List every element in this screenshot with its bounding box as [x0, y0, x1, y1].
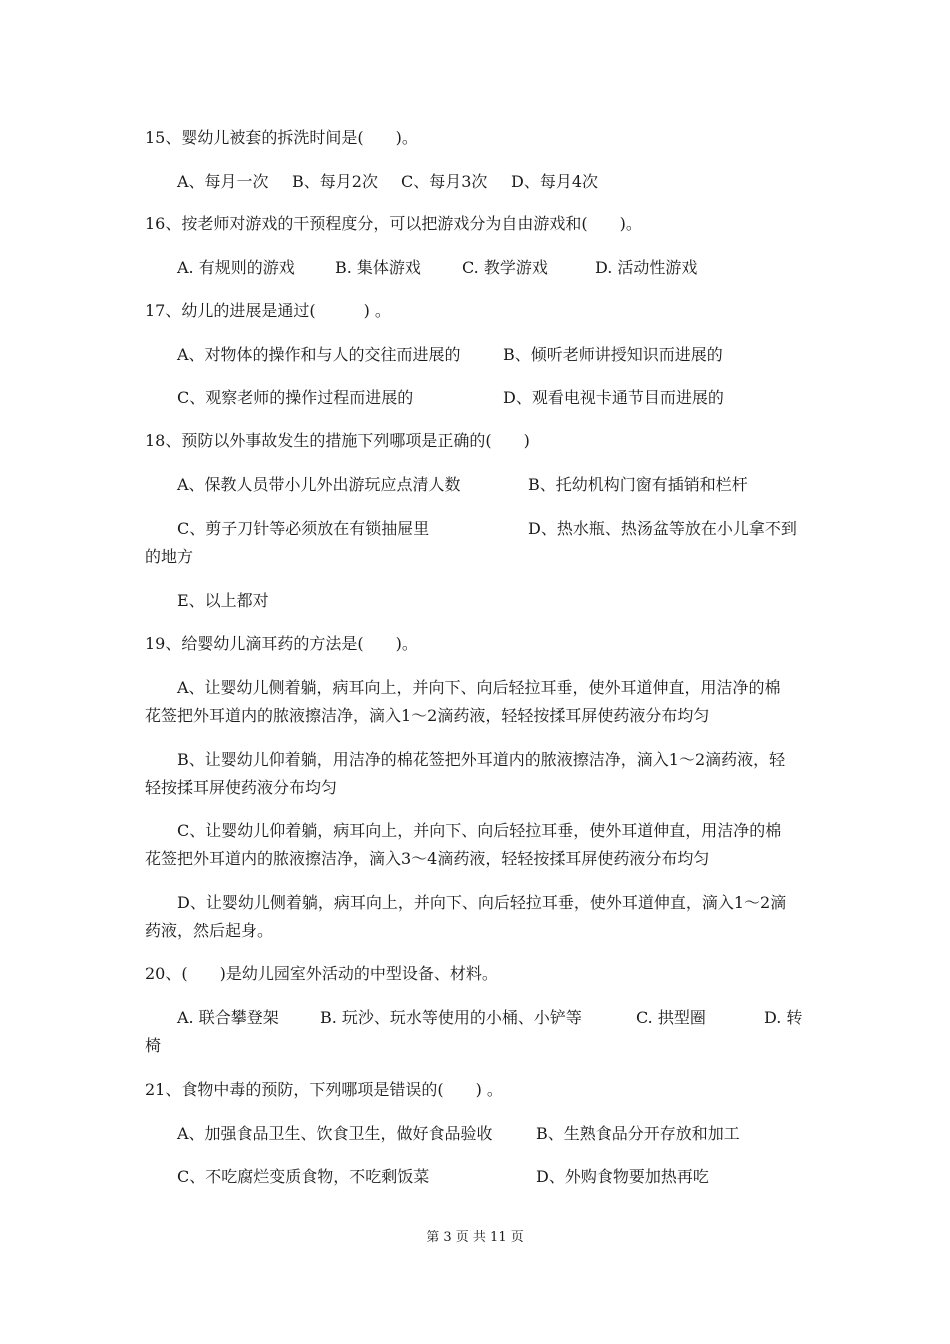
question-19-stem: 19、给婴幼儿滴耳药的方法是( )。 — [145, 634, 418, 653]
question-19-option-a-line2: 花签把外耳道内的脓液擦洁净，滴入1～2滴药液，轻轻按揉耳屏使药液分布均匀 — [145, 706, 710, 725]
question-21-option-b: B、生熟食品分开存放和加工 — [536, 1124, 740, 1143]
page-number-footer: 第 3 页 共 11 页 — [426, 1230, 524, 1245]
question-15-option-c: C、每月3次 — [401, 172, 488, 191]
question-17-option-b: B、倾听老师讲授知识而进展的 — [503, 345, 723, 364]
question-15-stem: 15、婴幼儿被套的拆洗时间是( )。 — [145, 128, 418, 147]
question-19-option-b-line2: 轻按揉耳屏使药液分布均匀 — [145, 778, 338, 797]
question-18-option-d: D、热水瓶、热汤盆等放在小儿拿不到 — [528, 519, 797, 538]
question-21-option-a: A、加强食品卫生、饮食卫生，做好食品验收 — [177, 1124, 493, 1143]
question-15-option-a: A、每月一次 — [177, 172, 269, 191]
question-17-stem: 17、幼儿的进展是通过( ) 。 — [145, 301, 391, 320]
question-17-option-d: D、观看电视卡通节目而进展的 — [503, 388, 724, 407]
question-20-option-b: B. 玩沙、玩水等使用的小桶、小铲等 — [320, 1008, 582, 1027]
question-19-option-c-line2: 花签把外耳道内的脓液擦洁净，滴入3～4滴药液，轻轻按揉耳屏使药液分布均匀 — [145, 849, 710, 868]
question-20-option-c: C. 拱型圈 — [636, 1008, 706, 1027]
question-19-option-b-line1: B、让婴幼儿仰着躺，用洁净的棉花签把外耳道内的脓液擦洁净，滴入1～2滴药液，轻 — [177, 750, 786, 769]
question-17-option-a: A、对物体的操作和与人的交往而进展的 — [177, 345, 461, 364]
question-18-option-a: A、保教人员带小儿外出游玩应点清人数 — [177, 475, 461, 494]
question-16-option-b: B. 集体游戏 — [335, 258, 421, 277]
question-17-option-c: C、观察老师的操作过程而进展的 — [177, 388, 414, 407]
question-20-option-d-continuation: 椅 — [145, 1036, 162, 1055]
question-18-option-d-continuation: 的地方 — [145, 547, 194, 566]
question-21-option-c: C、不吃腐烂变质食物，不吃剩饭菜 — [177, 1167, 430, 1186]
question-18-stem: 18、预防以外事故发生的措施下列哪项是正确的( ) — [145, 431, 530, 450]
question-18-option-e: E、以上都对 — [177, 591, 269, 610]
question-16-stem: 16、按老师对游戏的干预程度分，可以把游戏分为自由游戏和( )。 — [145, 214, 642, 233]
question-19-option-d-line1: D、让婴幼儿侧着躺，病耳向上，并向下、向后轻拉耳垂，使外耳道伸直，滴入1～2滴 — [177, 893, 787, 912]
question-18-option-b: B、托幼机构门窗有插销和栏杆 — [528, 475, 748, 494]
question-18-option-c: C、剪子刀针等必须放在有锁抽屉里 — [177, 519, 430, 538]
question-20-option-a: A. 联合攀登架 — [177, 1008, 279, 1027]
question-20-option-d: D. 转 — [764, 1008, 803, 1027]
question-19-option-d-line2: 药液，然后起身。 — [145, 921, 274, 940]
question-19-option-c-line1: C、让婴幼儿仰着躺，病耳向上，并向下、向后轻拉耳垂，使外耳道伸直，用洁净的棉 — [177, 821, 782, 840]
question-20-stem: 20、( )是幼儿园室外活动的中型设备、材料。 — [145, 964, 498, 983]
question-16-option-d: D. 活动性游戏 — [595, 258, 698, 277]
question-16-option-c: C. 教学游戏 — [462, 258, 548, 277]
question-19-option-a-line1: A、让婴幼儿侧着躺，病耳向上，并向下、向后轻拉耳垂，使外耳道伸直，用洁净的棉 — [177, 678, 781, 697]
question-15-option-b: B、每月2次 — [292, 172, 378, 191]
question-21-stem: 21、食物中毒的预防，下列哪项是错误的( ) 。 — [145, 1080, 503, 1099]
question-15-option-d: D、每月4次 — [511, 172, 599, 191]
question-21-option-d: D、外购食物要加热再吃 — [536, 1167, 709, 1186]
question-16-option-a: A. 有规则的游戏 — [177, 258, 295, 277]
